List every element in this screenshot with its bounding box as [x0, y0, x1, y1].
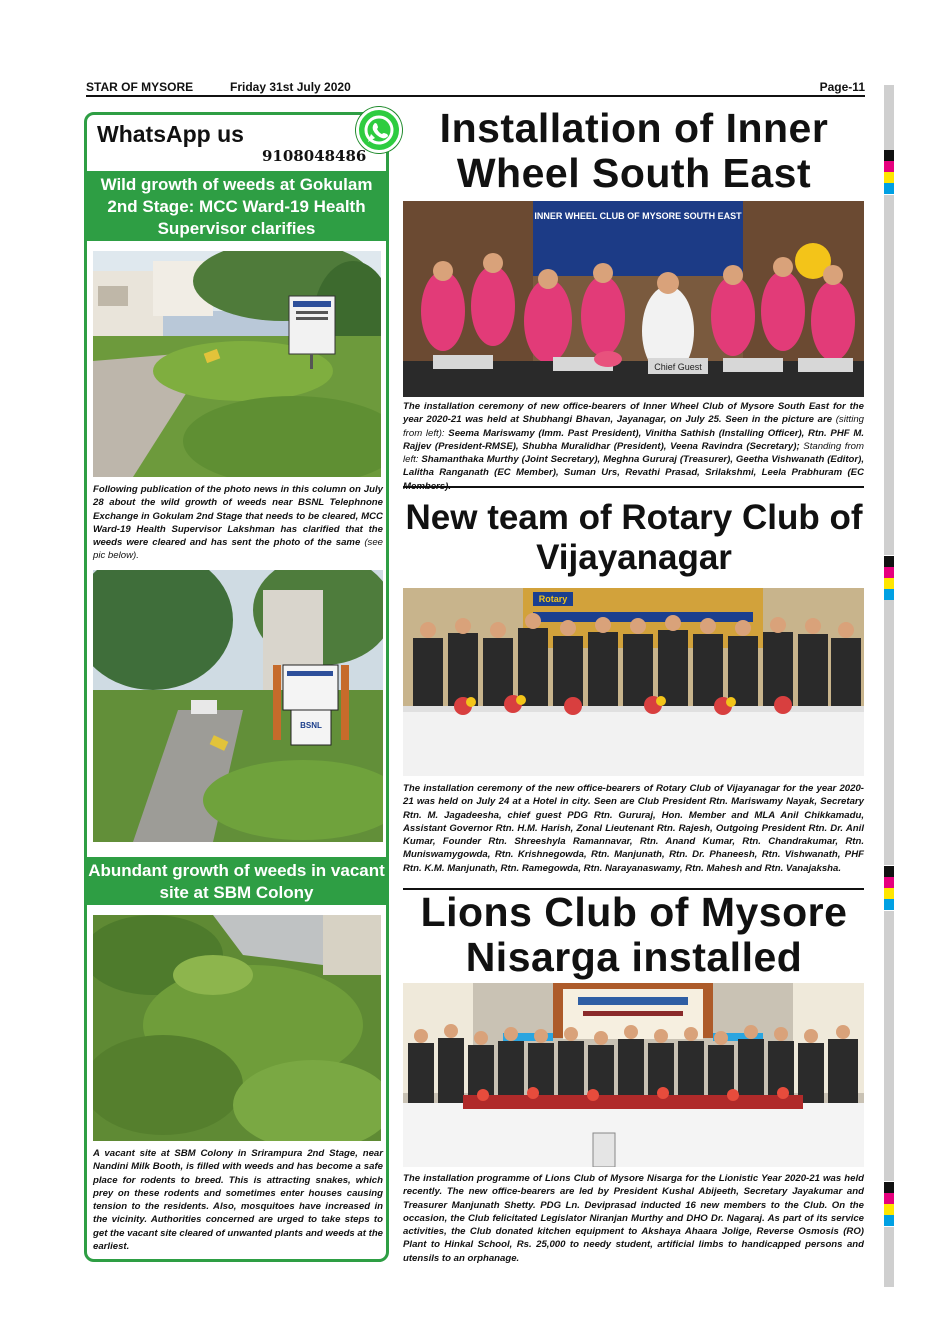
story1-caption-text: Following publication of the photo news in this column on July 28 about the wild growth of weeds near BSNL Telephnone Exchange in Gokulam 2nd Stage that needs to be cleared, MCC Ward-19 Health Supervisor Lakshman has clarified that the weeds were cleared and has sent the photo of the same — [93, 484, 383, 549]
story3-caption-sitting: (sitting from left): — [403, 414, 864, 439]
story4-photo — [403, 588, 864, 776]
story3-headline: Installation of Inner Wheel South East — [439, 105, 829, 196]
story1-photo-after — [93, 570, 383, 842]
story4-caption: The installation ceremony of the new office-bearers of Rotary Club of Vijayanagar for the year 2020-21 was held on July 24 at a Hotel in city. Seen are Club President Rtn. Mariswamy Nayak, Secretary Rtn. M. Jagadeesha, chief guest PDG Rtn. Gururaj, Hon. Member and MLA Anil Chikkamadu, Assistant Governor Rtn. H.M. Harish, Zonal Lieutenant Rtn. Rajesh, Outgoing President Rtn. Dr. Anil Kumar, Founder Rtn. Shreeshyla Ramannavar, Rtn. Anand Kumar, Rtn. Chandrakumar, Rtn. Muniswamygowda, Rtn. Krishnegowda, Rtn. Manjunath, Rtn. Dr. Phaneesh, Rtn. Vishwanath, PHF Rtn. K.M. Manjunath, Rtn. Ramegowda, Rtn. Narayanaswamy, Rtn. Mahesh and Rtn. Vanajaksha. — [403, 783, 864, 874]
story1-caption-note: (see pic below). — [93, 537, 384, 562]
whatsapp-icon — [356, 107, 402, 153]
registration-bar — [884, 195, 894, 555]
whatsapp-column — [84, 112, 389, 1262]
story3-caption-c: Shamanthaka Murthy (Joint Secretary), Meghna Gururaj (Treasurer), Geetha Vishwanath (Editor), Lalitha Ranganath (EC Member), Suman Urs, Revathi Prasad, Srilakshmi, Leela Prabhuram (EC — [403, 454, 864, 479]
story3-chief-guest-label: Chief Guest — [654, 362, 702, 372]
story3-caption-standing: Standing from left: — [403, 440, 864, 466]
publication-name: STAR OF MYSORE — [86, 80, 194, 94]
whatsapp-title: WhatsApp us — [97, 121, 244, 147]
registration-marks — [884, 556, 894, 600]
header-rule — [86, 95, 865, 97]
whatsapp-number[interactable]: 9108048486 — [262, 147, 367, 165]
story4-banner-text: Rotary — [538, 594, 568, 604]
story1-photo-before — [93, 251, 381, 477]
registration-bar — [884, 911, 894, 1181]
registration-bar — [884, 85, 894, 150]
story5-caption: The installation programme of Lions Club of Mysore Nisarga for the Lionistic Year 2020-21 was held recently. The new office-bearers are led by President Kushal Abijeeth, Secretary Jayakumar and Treasurer Manjunath Shetty. PDG Ln. Deviprasad inducted 16 new members to the Club. On the occasion, the Club felicitated Legislator Niranjan Murthy and DHO Dr. Nagaraj. As part of its service activities, the Club donated kitchen equipment to Akshaya Ahaara Jolige, Reverse Osmosis (RO) Plant to Hinkal School, Rs. 25,000 to needy student, artificial limbs to handicapped persons and utensils to an orphanage. — [403, 1173, 864, 1264]
story3-caption-b: Seema Mariswamy (Imm. Past President), Vinitha Sathish (Installing Officer), Rtn. PHF M. Rajjev (President-RMSE), Shubha Muralidhar (President), Veena Ravindra (Secretary); — [403, 427, 864, 452]
story2-caption: A vacant site at SBM Colony in Srirampura 2nd Stage, near Nandini Milk Booth, is filled with weeds and has become a safe place for rodents to breed. This is attracting snakes, which prey on these rodents and sometimes enter houses causing tension to the residents. Also, mosquitoes have increased in the vicinity. Authorities concerned are urged to take steps to get the vacant site cleared of unwanted plants and weeds at the earliest. — [93, 1148, 384, 1253]
registration-marks — [884, 866, 894, 910]
issue-date: Friday 31st July 2020 — [230, 80, 351, 94]
story3-caption — [403, 400, 864, 493]
story1-caption — [93, 483, 383, 563]
story3-banner-text: INNER WHEEL CLUB OF MYSORE SOUTH EAST — [534, 211, 742, 221]
registration-bar — [884, 600, 894, 865]
story5-photo — [403, 983, 864, 1167]
page-number: Page-11 — [819, 80, 865, 94]
story5-headline: Lions Club of Mysore Nisarga installed — [420, 889, 848, 980]
story1-headline: Wild growth of weeds at Gokulam 2nd Stage: MCC Ward-19 Health Supervisor clarifies — [87, 171, 386, 241]
registration-bar — [884, 1227, 894, 1287]
page-header — [86, 80, 865, 96]
story3-photo — [403, 201, 864, 397]
svg-text:BSNL: BSNL — [300, 721, 322, 730]
story2-headline: Abundant growth of weeds in vacant site at SBM Colony — [87, 857, 386, 905]
registration-marks — [884, 1182, 894, 1226]
story2-photo — [93, 915, 381, 1141]
story4-headline: New team of Rotary Club of Vijayanagar — [405, 498, 863, 577]
story-divider — [403, 486, 864, 488]
story3-caption-a: The installation ceremony of new office-bearers of Inner Wheel Club of Mysore South East for the year 2020-21 was held at Shubhangi Bhavan, Jayanagar, on July 25. Seen in the picture are — [403, 401, 864, 426]
registration-marks — [884, 150, 894, 194]
